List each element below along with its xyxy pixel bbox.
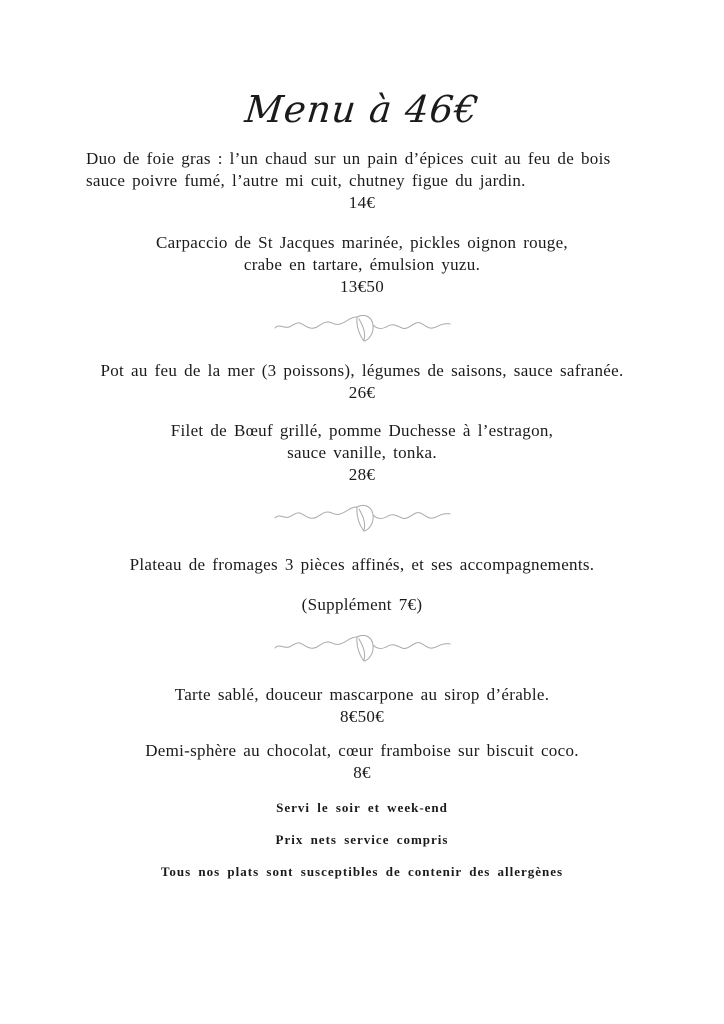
dish-description: Plateau de fromages 3 pièces affinés, et ses accompagnements. xyxy=(129,555,595,574)
dish-description: Filet de Bœuf grillé, pomme Duchesse à l’estragon, xyxy=(170,421,554,440)
dish-price: 26€ xyxy=(348,383,376,402)
dish-price: 28€ xyxy=(348,465,376,484)
leaf-divider-icon xyxy=(272,302,452,348)
dish-supplement: (Supplément 7€) xyxy=(301,595,423,614)
menu-item-demi-sphere xyxy=(86,740,638,784)
footer-note-service-time: Servi le soir et week-end xyxy=(276,800,448,815)
dish-price: 14€ xyxy=(348,193,376,212)
dish-price: 8€50€ xyxy=(340,707,384,726)
dish-description: Duo de foie gras : l’un chaud sur un pain d’épices cuit au feu de bois xyxy=(86,149,611,168)
menu-item-tarte xyxy=(86,684,638,728)
dish-description: Tarte sablé, douceur mascarpone au sirop d’érable. xyxy=(174,685,550,704)
dish-description: sauce poivre fumé, l’autre mi cuit, chutney figue du jardin. xyxy=(86,171,526,190)
menu-footer xyxy=(86,800,638,880)
dish-description: Demi-sphère au chocolat, cœur framboise sur biscuit coco. xyxy=(145,741,579,760)
dish-description: crabe en tartare, émulsion yuzu. xyxy=(243,255,481,274)
dish-price: 8€ xyxy=(353,763,371,782)
menu-item-filet-boeuf xyxy=(86,420,638,486)
menu-item-carpaccio xyxy=(86,232,638,298)
dish-price: 13€50 xyxy=(340,277,384,296)
menu-title: Menu à 46€ xyxy=(242,88,482,131)
menu-item-fromages xyxy=(86,554,638,616)
menu-item-pot-au-feu xyxy=(86,360,638,404)
footer-note-prices: Prix nets service compris xyxy=(275,832,449,847)
footer-note-allergens: Tous nos plats sont susceptibles de contenir des allergènes xyxy=(160,864,564,879)
leaf-divider-icon xyxy=(272,622,452,668)
dish-description: sauce vanille, tonka. xyxy=(287,443,437,462)
dish-description: Carpaccio de St Jacques marinée, pickles oignon rouge, xyxy=(156,233,568,252)
leaf-divider-icon xyxy=(272,492,452,538)
dish-description: Pot au feu de la mer (3 poissons), légumes de saisons, sauce safranée. xyxy=(100,361,624,380)
menu-item-foie-gras xyxy=(86,148,638,214)
